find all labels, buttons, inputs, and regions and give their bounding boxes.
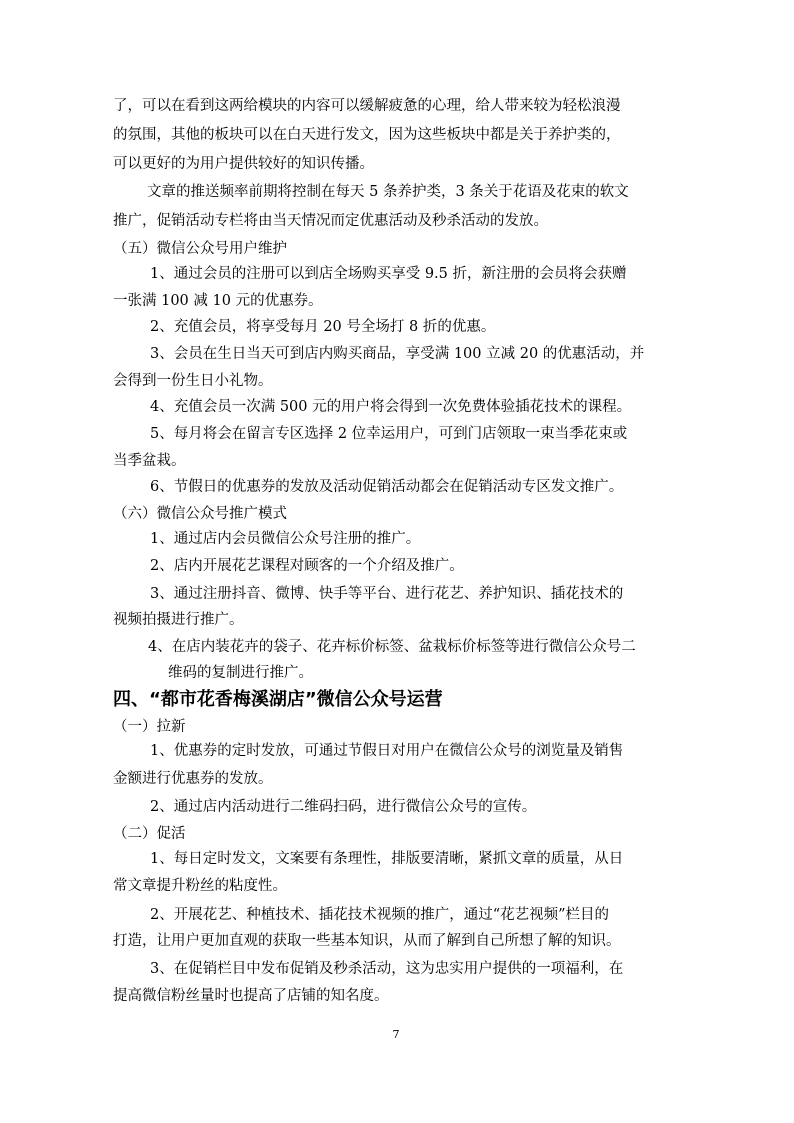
list-item-line: 视频拍摄进行推广。 xyxy=(113,612,244,628)
list-item-line: 3、通过注册抖音、微博、快手等平台、进行花艺、养护知识、插花技术的 xyxy=(150,586,624,602)
list-item-line: 2、通过店内活动进行二维码扫码，进行微信公众号的宣传。 xyxy=(150,799,537,815)
page-number: 7 xyxy=(392,1028,400,1041)
section-heading: （二）促活 xyxy=(113,826,186,842)
paragraph-line: 的氛围，其他的板块可以在白天进行发文，因为这些板块中都是关于养护类的， xyxy=(113,127,621,143)
list-item-line: 打造，让用户更加直观的获取一些基本知识，从而了解到自己所想了解的知识。 xyxy=(113,933,621,949)
list-item-line: 提高微信粉丝量时也提高了店铺的知名度。 xyxy=(113,988,389,1004)
list-item-line: 常文章提升粉丝的粘度性。 xyxy=(113,878,287,894)
list-item-line: 一张满 100 减 10 元的优惠券。 xyxy=(113,293,323,309)
chapter-heading: 四、“都市花香梅溪湖店”微信公众号运营 xyxy=(113,689,443,710)
paragraph-line: 推广，促销活动专栏将由当天情况而定优惠活动及秒杀活动的发放。 xyxy=(113,213,548,229)
paragraph-line: 文章的推送频率前期将控制在每天 5 条养护类，3 条关于花语及花束的软文 xyxy=(147,184,629,200)
paragraph-line: 了，可以在看到这两给模块的内容可以缓解疲惫的心理，给人带来较为轻松浪漫 xyxy=(113,98,621,114)
list-item-line: 金额进行优惠券的发放。 xyxy=(113,771,273,787)
list-item-line: 1、通过会员的注册可以到店全场购买享受 9.5 折，新注册的会员将会获赠 xyxy=(150,266,627,282)
list-item-line: 3、会员在生日当天可到店内购买商品，享受满 100 立减 20 的优惠活动，并 xyxy=(150,346,645,362)
section-heading: （六）微信公众号推广模式 xyxy=(113,506,287,522)
list-item-line: 2、充值会员，将享受每月 20 号全场打 8 折的优惠。 xyxy=(150,319,496,335)
section-heading: （五）微信公众号用户维护 xyxy=(113,241,287,257)
list-item-line: 1、优惠券的定时发放，可通过节假日对用户在微信公众号的浏览量及销售 xyxy=(150,743,624,759)
list-item-line: 当季盆栽。 xyxy=(113,453,186,469)
paragraph-line: 可以更好的为用户提供较好的知识传播。 xyxy=(113,156,374,172)
section-heading: （一）拉新 xyxy=(113,719,186,735)
list-item-line: 2、开展花艺、种植技术、插花技术视频的推广，通过“花艺视频”栏目的 xyxy=(150,907,610,923)
list-item-line: 维码的复制进行推广。 xyxy=(168,665,313,681)
list-item-line: 4、充值会员一次满 500 元的用户将会得到一次免费体验插花技术的课程。 xyxy=(150,399,632,415)
list-item-line: 2、店内开展花艺课程对顾客的一个介绍及推广。 xyxy=(150,558,464,574)
list-item-line: 1、每日定时发文，文案要有条理性，排版要清晰，紧抓文章的质量，从日 xyxy=(150,851,624,867)
list-item-line: 6、节假日的优惠券的发放及活动促销活动都会在促销活动专区发文推广。 xyxy=(150,479,624,495)
list-item-line: 4、在店内装花卉的袋子、花卉标价标签、盆栽标价标签等进行微信公众号二 xyxy=(148,639,636,655)
list-item-line: 1、通过店内会员微信公众号注册的推广。 xyxy=(150,531,421,547)
list-item-line: 3、在促销栏目中发布促销及秒杀活动，这为忠实用户提供的一项福利，在 xyxy=(150,961,624,977)
list-item-line: 会得到一份生日小礼物。 xyxy=(113,373,273,389)
list-item-line: 5、每月将会在留言专区选择 2 位幸运用户，可到门店领取一束当季花束或 xyxy=(150,426,628,442)
